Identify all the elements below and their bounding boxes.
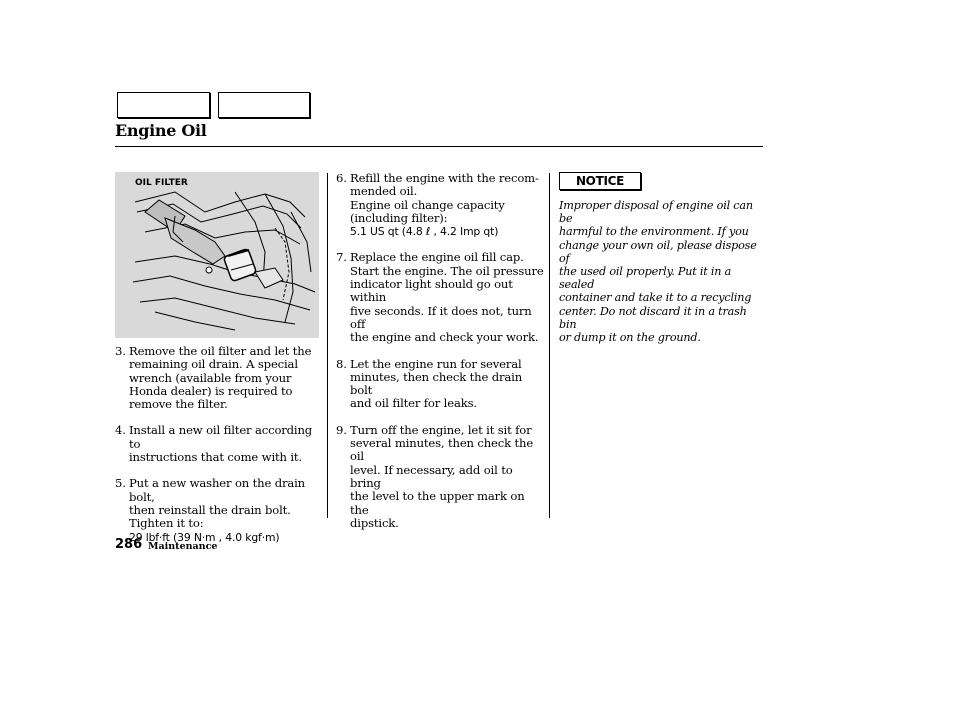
step-number: 8. [336, 356, 347, 371]
step-3 [115, 345, 325, 411]
torque-spec: 29 lbf·ft (39 N·m , 4.0 kgf·m) [129, 530, 280, 544]
step-text-line: minutes, then check the drain bolt [350, 369, 523, 398]
notice-text-line: center. Do not discard it in a trash bin [559, 304, 747, 331]
oil-filter-illustration [115, 172, 319, 338]
step-text-line: level. If necessary, add oil to bring [350, 462, 513, 490]
step-number: 6. [336, 171, 347, 185]
step-text-line: then reinstall the drain bolt. [129, 502, 291, 517]
section-name: Maintenance [148, 541, 218, 552]
step-text-line: Let the engine run for several [350, 356, 522, 371]
step-number: 4. [115, 423, 126, 438]
page-number: 286 [115, 537, 143, 552]
step-text-line: and oil filter for leaks. [350, 396, 477, 411]
step-9 [336, 424, 546, 530]
step-text-line: wrench (available from your [129, 370, 292, 385]
step-5 [115, 477, 325, 543]
step-text-line: dipstick. [350, 515, 399, 530]
middle-column [336, 172, 546, 530]
step-text-line: Engine oil change capacity [350, 197, 505, 212]
step-text-line: remove the filter. [129, 397, 228, 412]
step-text-line: several minutes, then check the oil [350, 436, 534, 464]
step-text-line: Refill the engine with the recom- [350, 171, 539, 185]
step-text-line: the engine and check your work. [350, 330, 539, 345]
notice-text-line: Improper disposal of engine oil can be [559, 199, 753, 226]
step-text-line: Start the engine. The oil pressure [350, 263, 544, 278]
column-divider-1 [327, 173, 328, 518]
step-text-line: Turn off the engine, let it sit for [350, 422, 532, 437]
step-text-line: mended oil. [350, 184, 418, 199]
step-text-line: remaining oil drain. A special [129, 357, 298, 372]
notice-label: NOTICE [559, 172, 641, 190]
step-text-line: (including filter): [350, 210, 448, 225]
step-text-line: Honda dealer) is required to [129, 383, 293, 398]
notice-text-line: container and take it to a recycling [559, 291, 752, 305]
engine-illustration-icon [115, 172, 319, 338]
notice-text-line: the used oil properly. Put it in a sealed [559, 265, 732, 292]
step-text-line: Replace the engine oil fill cap. [350, 250, 524, 265]
step-8 [336, 358, 546, 411]
step-text-line: Remove the oil filter and let the [129, 344, 312, 358]
step-text-line: the level to the upper mark on the [350, 489, 525, 517]
header-tab-box-2 [218, 92, 310, 118]
step-6 [336, 172, 546, 238]
notice-text-line: change your own oil, please dispose of [559, 238, 757, 265]
figure-label: OIL FILTER [135, 178, 188, 188]
step-text-line: indicator light should go out within [350, 277, 513, 305]
step-7 [336, 251, 546, 344]
step-number: 3. [115, 344, 126, 358]
title-rule [115, 146, 763, 147]
step-4 [115, 424, 325, 464]
step-number: 5. [115, 476, 126, 491]
column-divider-2 [549, 173, 550, 518]
step-number: 7. [336, 250, 347, 265]
step-text-line: Install a new oil filter according to [129, 423, 313, 451]
left-column [115, 345, 325, 544]
page-title: Engine Oil [115, 121, 207, 140]
notice-text [559, 199, 764, 344]
step-text-line: five seconds. If it does not, turn off [350, 303, 532, 331]
notice-text-line: harmful to the environment. If you [559, 225, 749, 239]
notice-text-line: or dump it on the ground. [559, 331, 701, 345]
step-text-line: Put a new washer on the drain bolt, [129, 476, 305, 504]
step-text-line: Tighten it to: [129, 516, 204, 531]
step-text-line: instructions that come with it. [129, 450, 302, 465]
step-number: 9. [336, 422, 347, 437]
oil-capacity-spec: 5.1 US qt (4.8 ℓ , 4.2 Imp qt) [350, 225, 499, 239]
header-tab-box-1 [117, 92, 210, 118]
